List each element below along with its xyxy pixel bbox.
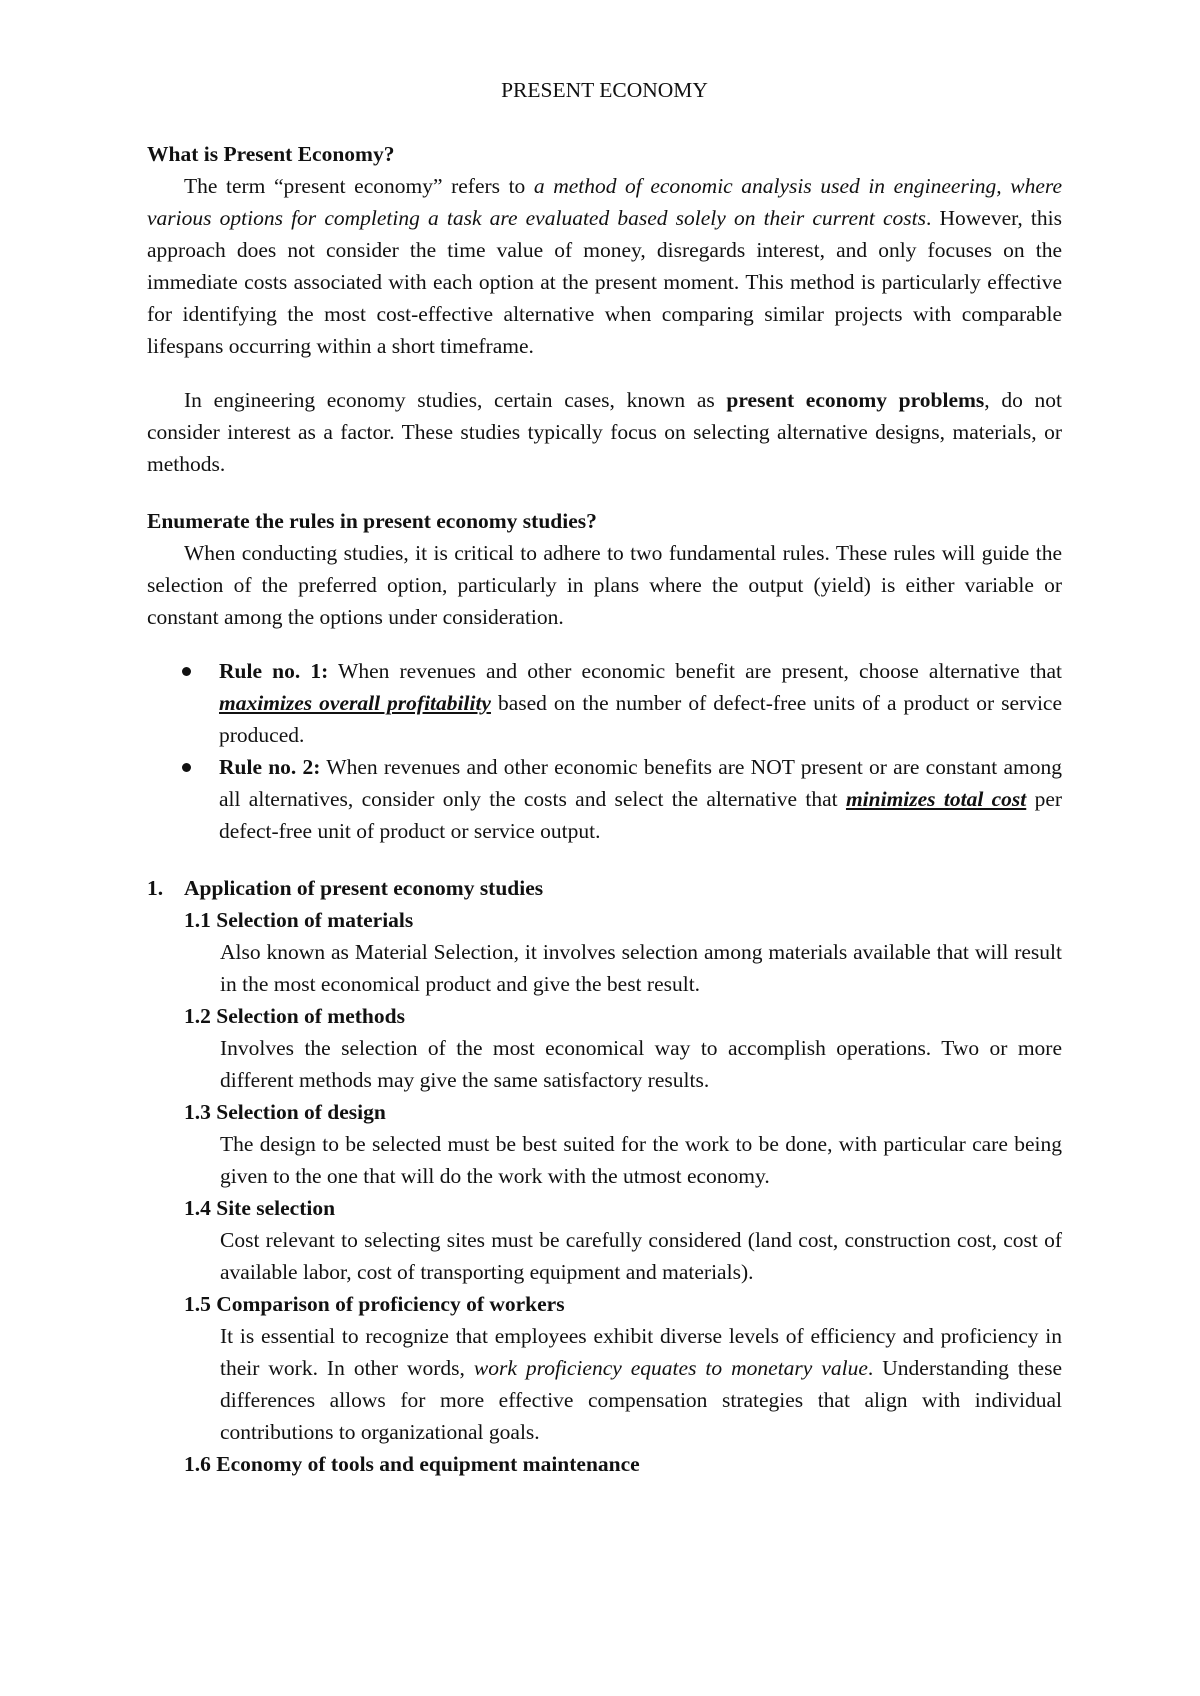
subsection-heading-materials: 1.1 Selection of materials [184,908,414,932]
rules-intro-paragraph: When conducting studies, it is critical to adhere to two fundamental rules. These rules will guide the selection of the preferred option, particularly in plans where the output (yield) is either variable or constant among the options under consideration. [147,541,1062,629]
rule-emphasis: maximizes overall profitability [219,691,491,715]
rule-item-1 [219,655,1062,751]
question-heading-what-is: What is Present Economy? [147,142,395,166]
spacer [147,633,1062,655]
problems-text-start: In engineering economy studies, certain cases, known as [184,388,727,412]
rule-label: Rule no. 2: [219,755,321,779]
present-economy-problems-paragraph [147,384,1062,480]
spacer [147,847,1062,872]
rule-emphasis: minimizes total cost [845,787,1027,811]
subsection-heading-methods: 1.2 Selection of methods [184,1004,405,1028]
proficiency-text-end: . Understanding these differences allows for more effective compensation strategies that align with individual contributions to organizational goals. [220,1356,1062,1444]
section-heading-applications [147,872,1062,904]
subsection-body-design: The design to be selected must be best suited for the work to be done, with particular care being given to the one that will do the work with the utmost economy. [220,1132,1062,1188]
definition-text-end: . However, this approach does not consider the time value of money, disregards interest, and only focuses on the immediate costs associated with each option at the present moment. This method is particularly effective for identifying the most cost-effective alternative when comparing similar projects with comparable lifespans occurring within a short timeframe. [147,206,1062,358]
subsection-heading-tools: 1.6 Economy of tools and equipment maintenance [184,1452,640,1476]
rule-text-end: based on the number of defect-free units of a product or service produced. [219,691,1062,747]
section-heading-text: Application of present economy studies [184,876,544,900]
problems-text-end: , do not consider interest as a factor. These studies typically focus on selecting alternative designs, materials, or methods. [147,388,1062,476]
bullet-icon [182,667,191,676]
rule-text-start: When revenues and other economic benefits are NOT present or are constant among all alternatives, consider only the costs and select the alternative that [219,755,1063,811]
definition-emphasis: a method of economic analysis used in engineering, where various options for completing a task are evaluated based solely on their current costs [147,174,1062,230]
rule-label: Rule no. 1: [219,659,329,683]
rule-item-2 [219,751,1062,847]
section-number: 1. [147,876,164,900]
spacer [147,362,1062,384]
rules-list [147,655,1062,847]
subsection-heading-design: 1.3 Selection of design [184,1100,386,1124]
subsection-body-methods: Involves the selection of the most economical way to accomplish operations. Two or more different methods may give the same satisfactory results. [220,1036,1062,1092]
document-content [147,74,1062,1480]
rule-text-end: per defect-free unit of product or service output. [219,787,1063,843]
proficiency-emphasis: work proficiency equates to monetary value [473,1356,868,1380]
definition-paragraph [147,170,1062,362]
definition-text-start: The term “present economy” refers to [184,174,534,198]
document-title: PRESENT ECONOMY [501,78,708,102]
problems-bold-term: present economy problems [726,388,985,412]
subsection-heading-proficiency: 1.5 Comparison of proficiency of workers [184,1292,565,1316]
subsection-body-proficiency [147,1320,1062,1448]
subsection-heading-site: 1.4 Site selection [184,1196,336,1220]
question-heading-rules: Enumerate the rules in present economy studies? [147,509,597,533]
bullet-icon [182,763,191,772]
subsection-body-site: Cost relevant to selecting sites must be carefully considered (land cost, construction cost, cost of available labor, cost of transporting equipment and materials). [220,1228,1062,1284]
rule-text-start: When revenues and other economic benefit are present, choose alternative that [328,659,1062,683]
proficiency-text-start: It is essential to recognize that employees exhibit diverse levels of efficiency and proficiency in their work. In other words, [220,1324,1062,1380]
subsection-body-materials: Also known as Material Selection, it involves selection among materials available that will result in the most economical product and give the best result. [220,940,1062,996]
spacer [147,480,1062,505]
